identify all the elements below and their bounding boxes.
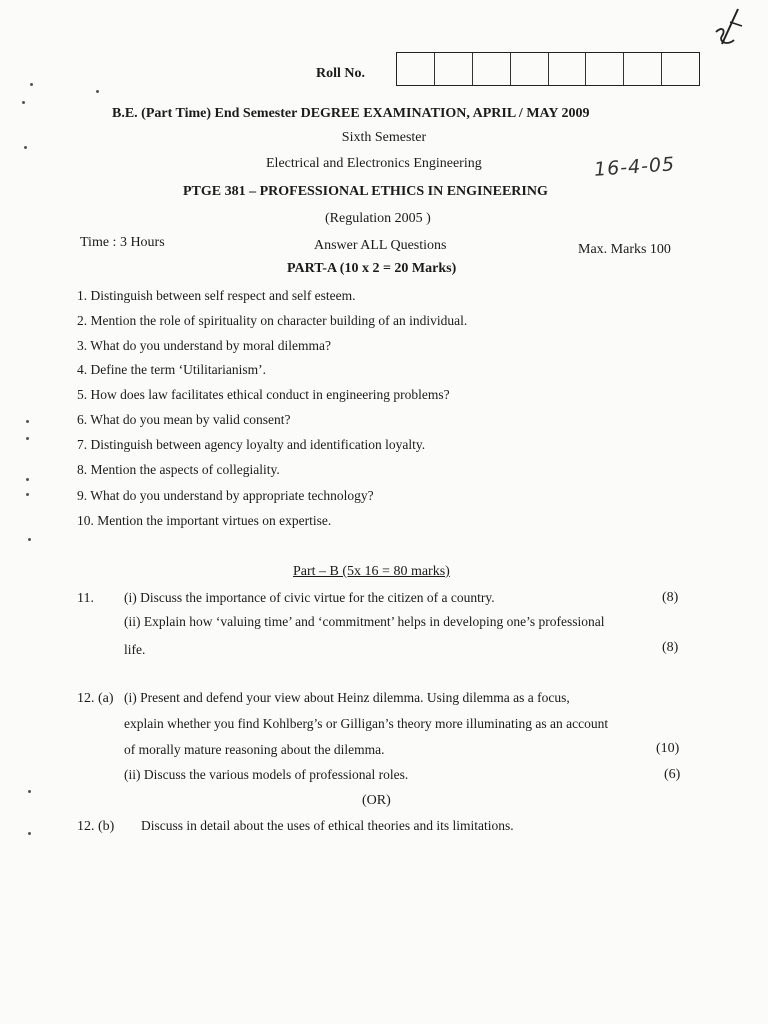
question-text: life. [124, 642, 146, 657]
part-a-question: 6. What do you mean by valid consent? [77, 412, 291, 427]
scan-speck [22, 101, 25, 104]
question-number: 12. (b) [77, 819, 115, 834]
part-a-question: 3. What do you understand by moral dilemma? [77, 338, 331, 353]
time-allowed: Time : 3 Hours [80, 235, 165, 250]
part-a-question: 4. Define the term ‘Utilitarianism’. [77, 362, 266, 377]
roll-number-box [549, 53, 587, 85]
scan-speck [26, 478, 29, 481]
roll-number-box [511, 53, 549, 85]
roll-number-box [435, 53, 473, 85]
scan-speck [30, 83, 33, 86]
scan-speck [24, 146, 27, 149]
part-b-title: Part – B (5x 16 = 80 marks) [293, 564, 450, 579]
course-title: PTGE 381 – PROFESSIONAL ETHICS IN ENGINEERING [183, 184, 548, 199]
scan-speck [26, 420, 29, 423]
part-a-title: PART-A (10 x 2 = 20 Marks) [287, 261, 457, 276]
scan-speck [96, 90, 99, 93]
question-text: (ii) Explain how ‘valuing time’ and ‘commitment’ helps in developing one’s professional [124, 614, 605, 629]
question-text: of morally mature reasoning about the dilemma. [124, 742, 385, 757]
part-a-question: 7. Distinguish between agency loyalty and identification loyalty. [77, 437, 426, 452]
scan-speck [26, 493, 29, 496]
part-a-question: 5. How does law facilitates ethical conduct in engineering problems? [77, 387, 450, 402]
question-text: Discuss in detail about the uses of ethical theories and its limitations. [141, 818, 514, 833]
handwritten-date: 16-4-05 [593, 153, 676, 181]
question-text: (i) Present and defend your view about Heinz dilemma. Using dilemma as a focus, [124, 690, 570, 705]
answer-instruction: Answer ALL Questions [314, 238, 447, 253]
question-text: explain whether you find Kohlberg’s or Gilligan’s theory more illuminating as an account [124, 716, 609, 731]
part-a-question: 8. Mention the aspects of collegiality. [77, 462, 280, 477]
or-separator: (OR) [362, 793, 391, 808]
scan-speck [28, 538, 31, 541]
scan-speck [28, 832, 31, 835]
question-number: 11. [77, 591, 94, 606]
question-text: (ii) Discuss the various models of professional roles. [124, 767, 409, 782]
roll-number-box [586, 53, 624, 85]
question-marks: (10) [656, 741, 680, 756]
roll-number-boxes [396, 52, 700, 86]
roll-number-box [624, 53, 662, 85]
scan-speck [28, 790, 31, 793]
question-text: (i) Discuss the importance of civic virtue for the citizen of a country. [124, 590, 495, 605]
question-marks: (8) [662, 640, 679, 655]
part-a-question: 10. Mention the important virtues on expertise. [77, 513, 332, 528]
handwritten-signature-mark [708, 6, 752, 52]
exam-title: B.E. (Part Time) End Semester DEGREE EXAMINATION, APRIL / MAY 2009 [112, 106, 590, 121]
question-marks: (8) [662, 590, 679, 605]
roll-number-box [662, 53, 699, 85]
question-marks: (6) [664, 767, 681, 782]
part-a-question: 2. Mention the role of spirituality on character building of an individual. [77, 313, 468, 328]
roll-number-box [473, 53, 511, 85]
roll-number-box [397, 53, 435, 85]
part-a-question: 9. What do you understand by appropriate technology? [77, 488, 374, 503]
semester: Sixth Semester [341, 130, 427, 145]
regulation: (Regulation 2005 ) [325, 211, 431, 226]
question-number: 12. (a) [77, 691, 114, 706]
part-a-question: 1. Distinguish between self respect and self esteem. [77, 288, 356, 303]
scan-speck [26, 437, 29, 440]
roll-number-label: Roll No. [316, 66, 365, 81]
department: Electrical and Electronics Engineering [266, 156, 482, 171]
max-marks: Max. Marks 100 [578, 242, 671, 257]
